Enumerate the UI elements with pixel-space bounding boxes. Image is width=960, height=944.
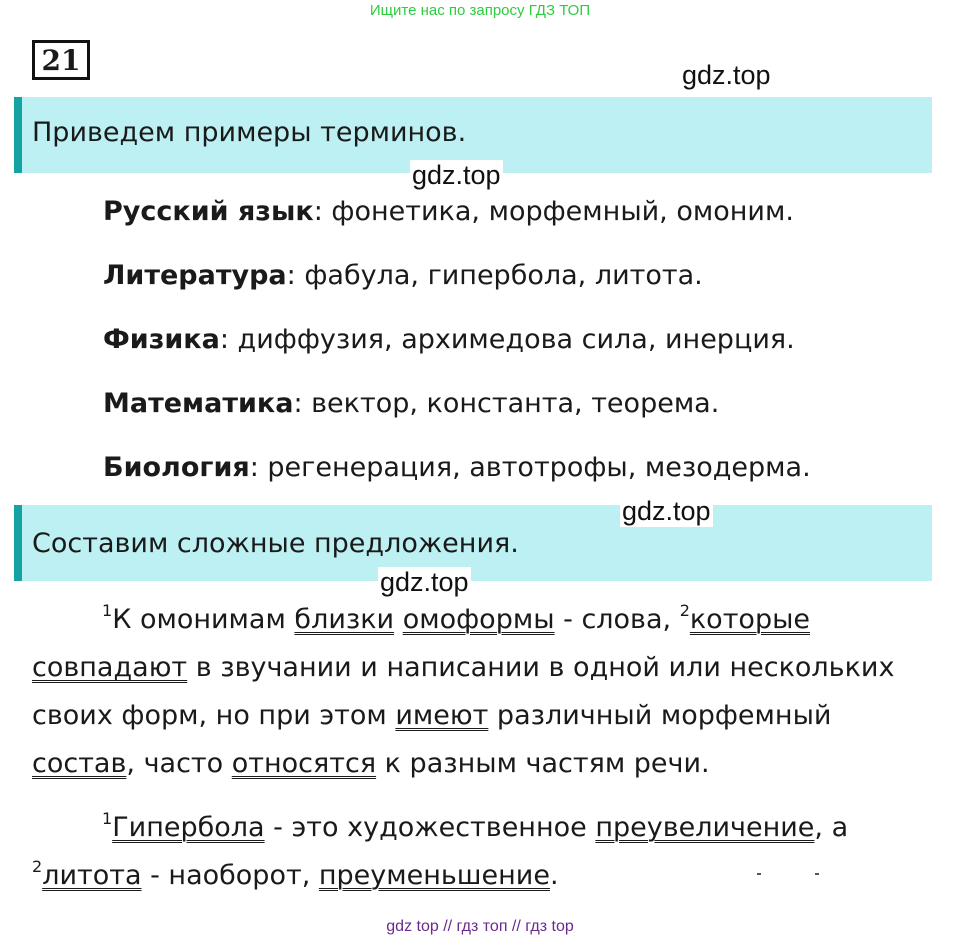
term-list: : диффузия, архимедова сила, инерция. bbox=[219, 324, 795, 355]
watermark: gdz.top bbox=[622, 496, 711, 526]
underlined-word: состав bbox=[32, 748, 127, 779]
section-title-2: Составим сложные предложения. bbox=[32, 528, 519, 559]
term-line-russian bbox=[103, 196, 794, 227]
paragraph-2-line-1: $^1$Гипербола - это художественное преувеличение, а bbox=[102, 809, 849, 843]
underlined-word: преувеличение bbox=[595, 812, 815, 843]
underlined-word: совпадают bbox=[32, 652, 188, 683]
term-subject: Литература bbox=[103, 260, 287, 291]
underlined-word: имеют bbox=[395, 700, 489, 731]
paragraph-1-line-1: $^1$К омонимам близки омоформы - слова, $^2$которые bbox=[102, 601, 811, 635]
term-list: : регенерация, автотрофы, мезодерма. bbox=[249, 452, 811, 483]
term-subject: Биология bbox=[103, 452, 250, 483]
underlined-word: преуменьшение bbox=[318, 860, 550, 891]
term-line-physics bbox=[103, 324, 795, 355]
task-number: 21 bbox=[32, 40, 90, 80]
top-banner: Ищите нас по запросу ГДЗ ТОП bbox=[369, 2, 591, 19]
superscript: 1 bbox=[102, 601, 113, 620]
underlined-word: Гипербола bbox=[112, 812, 265, 843]
superscript: 2 bbox=[32, 857, 43, 876]
term-line-biology bbox=[103, 452, 811, 483]
superscript: 2 bbox=[679, 601, 690, 620]
paragraph-1-line-4: состав, часто относятся к разным частям речи. bbox=[32, 748, 710, 779]
watermark: gdz.top bbox=[682, 60, 771, 90]
underlined-word: литота bbox=[42, 860, 142, 891]
term-list: : вектор, константа, теорема. bbox=[293, 388, 720, 419]
watermark: gdz.top bbox=[380, 567, 469, 597]
section-title-1: Приведем примеры терминов. bbox=[32, 117, 467, 148]
term-list: : фонетика, морфемный, омоним. bbox=[313, 196, 794, 227]
speck-mark bbox=[757, 873, 761, 875]
underlined-word: омоформы bbox=[402, 604, 555, 635]
term-list: : фабула, гипербола, литота. bbox=[286, 260, 703, 291]
underlined-word: близки bbox=[294, 604, 395, 635]
term-subject: Русский язык bbox=[103, 196, 314, 227]
underlined-word: относятся bbox=[231, 748, 377, 779]
term-line-math bbox=[103, 388, 719, 419]
paragraph-2-line-2: $^2$литота - наоборот, преуменьшение. bbox=[32, 857, 559, 891]
footer: gdz top // гдз топ // гдз top bbox=[386, 918, 574, 935]
term-subject: Физика bbox=[103, 324, 220, 355]
paragraph-1-line-2: совпадают в звучании и написании в одной или нескольких bbox=[32, 652, 895, 683]
term-line-literature bbox=[103, 260, 703, 291]
speck-mark bbox=[815, 873, 819, 875]
underlined-word: которые bbox=[689, 604, 811, 635]
term-subject: Математика bbox=[103, 388, 294, 419]
watermark: gdz.top bbox=[412, 160, 501, 190]
paragraph-1-line-3: своих форм, но при этом имеют различный морфемный bbox=[32, 700, 832, 731]
superscript: 1 bbox=[102, 809, 113, 828]
